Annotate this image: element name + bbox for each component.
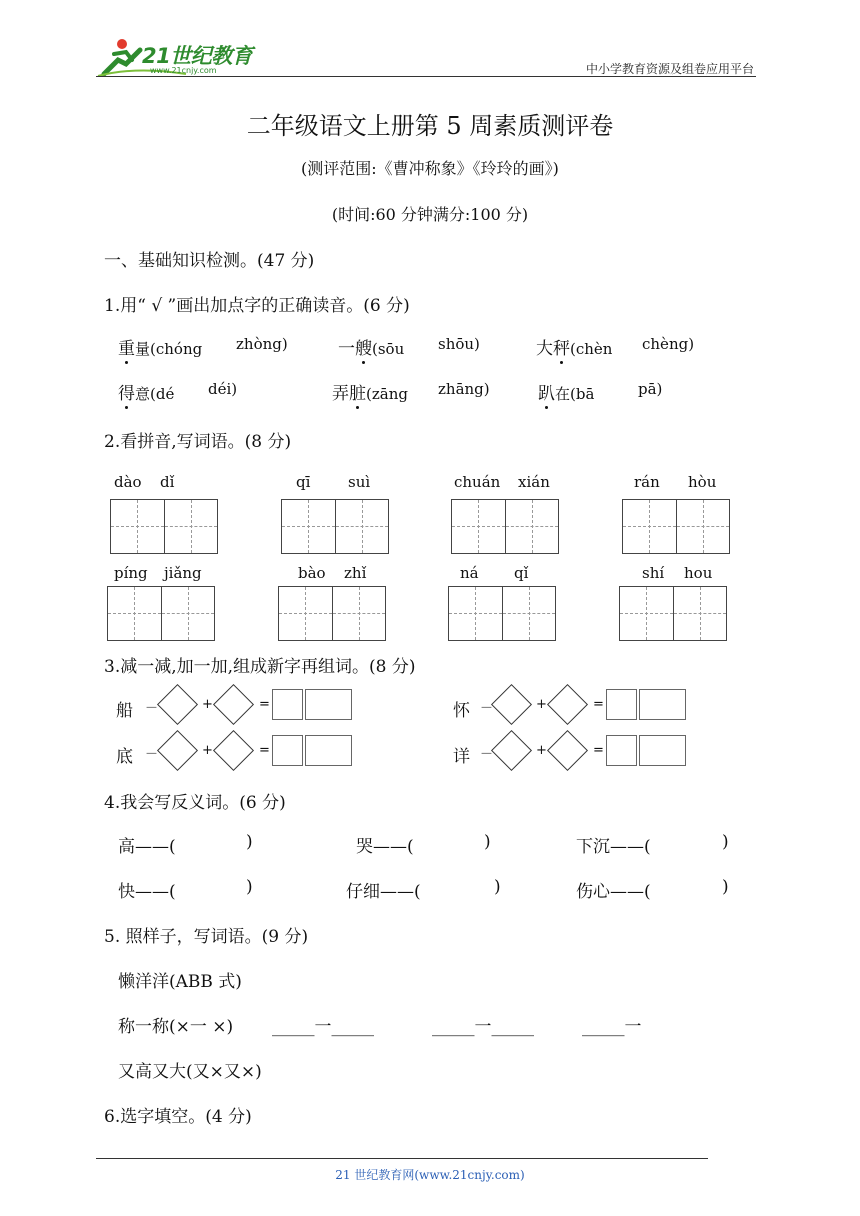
q5-title: 5. 照样子，写词语。(9 分) (104, 927, 309, 947)
pinyin: dào (114, 473, 142, 491)
answer-diamond[interactable] (491, 730, 532, 771)
answer-diamond[interactable] (491, 684, 532, 725)
plus-sign: + (202, 743, 213, 758)
answer-diamond[interactable] (213, 684, 254, 725)
minus-sign: － (145, 747, 159, 762)
plus-sign: + (536, 743, 547, 758)
q5-blank[interactable]: _____一_____ (272, 1017, 374, 1037)
answer-box[interactable] (305, 735, 352, 766)
equals-sign: = (593, 697, 604, 712)
footer-divider (96, 1158, 708, 1159)
q1-item: 弄脏(zāng (332, 384, 408, 404)
plus-sign: + (202, 697, 213, 712)
answer-diamond[interactable] (547, 684, 588, 725)
antonym-item: 下沉——( (576, 837, 651, 857)
answer-box[interactable] (606, 735, 637, 766)
pinyin: bào (298, 564, 326, 582)
writing-grid[interactable] (281, 499, 389, 554)
antonym-close: ) (722, 877, 729, 897)
writing-grid[interactable] (278, 586, 386, 641)
answer-box[interactable] (606, 689, 637, 720)
writing-grid[interactable] (107, 586, 215, 641)
plus-sign: + (536, 697, 547, 712)
q1-item: 大秤(chèn (536, 339, 613, 359)
answer-diamond[interactable] (157, 730, 198, 771)
pinyin: qǐ (514, 564, 529, 582)
antonym-item: 快——( (118, 882, 176, 902)
minus-sign: － (480, 701, 494, 716)
pinyin: ná (460, 564, 479, 582)
test-scope: (测评范围:《曹冲称象》《玲玲的画》) (301, 159, 559, 178)
logo-url: www.21cnjy.com (150, 66, 217, 75)
pinyin: zhǐ (344, 564, 367, 582)
q1-item: 趴在(bā (538, 384, 595, 404)
pinyin: suì (348, 473, 371, 491)
q4-title: 4.我会写反义词。(6 分) (104, 793, 286, 813)
q1-option: zhòng) (236, 335, 288, 353)
pinyin: xián (518, 473, 550, 491)
antonym-close: ) (246, 877, 253, 897)
q1-item: 得意(dé (118, 384, 175, 404)
platform-name: 中小学教育资源及组卷应用平台 (585, 62, 754, 76)
equals-sign: = (593, 743, 604, 758)
q1-option: shōu) (438, 335, 480, 353)
pinyin: shí (642, 564, 665, 582)
writing-grid[interactable] (448, 586, 556, 641)
pinyin: hòu (688, 473, 717, 491)
antonym-close: ) (484, 832, 491, 852)
q5-blank[interactable]: _____一 (582, 1017, 642, 1037)
q1-option: déi) (208, 380, 238, 398)
antonym-item: 高——( (118, 837, 176, 857)
pinyin: jiǎng (164, 564, 202, 582)
writing-grid[interactable] (622, 499, 730, 554)
answer-box[interactable] (305, 689, 352, 720)
pinyin: píng (114, 564, 148, 582)
antonym-close: ) (494, 877, 501, 897)
q1-option: chèng) (642, 335, 695, 353)
minus-sign: － (145, 701, 159, 716)
q5-example-xyx: 称一称(×一 ×) (118, 1017, 234, 1037)
antonym-item: 仔细——( (346, 882, 421, 902)
section-1-heading: 一、基础知识检测。(47 分) (104, 251, 315, 271)
writing-grid[interactable] (619, 586, 727, 641)
q2-title: 2.看拼音,写词语。(8 分) (104, 432, 292, 452)
q3-char: 船 (116, 701, 133, 721)
antonym-item: 伤心——( (576, 882, 651, 902)
answer-diamond[interactable] (213, 730, 254, 771)
q3-char: 详 (453, 747, 470, 767)
writing-grid[interactable] (451, 499, 559, 554)
answer-box[interactable] (272, 689, 303, 720)
pinyin: dǐ (160, 473, 175, 491)
pinyin: qī (296, 473, 311, 491)
q5-example-abb: 懒洋洋(ABB 式) (118, 972, 242, 992)
answer-box[interactable] (639, 735, 686, 766)
antonym-item: 哭——( (356, 837, 414, 857)
answer-box[interactable] (272, 735, 303, 766)
header-divider (96, 76, 756, 77)
page-title: 二年级语文上册第 5 周素质测评卷 (246, 112, 614, 140)
answer-diamond[interactable] (157, 684, 198, 725)
equals-sign: = (259, 743, 270, 758)
antonym-close: ) (246, 832, 253, 852)
q1-item: 一艘(sōu (338, 339, 405, 359)
minus-sign: － (480, 747, 494, 762)
test-time: (时间:60 分钟满分:100 分) (331, 205, 529, 224)
q1-option: zhāng) (438, 380, 490, 398)
q5-example-aaa: 又高又大(又×又×) (118, 1062, 262, 1082)
q3-char: 底 (116, 747, 133, 767)
q6-title: 6.选字填空。(4 分) (104, 1107, 252, 1127)
footer-text: 21 世纪教育网(www.21cnjy.com) (335, 1168, 525, 1182)
writing-grid[interactable] (110, 499, 218, 554)
answer-diamond[interactable] (547, 730, 588, 771)
q3-title: 3.减一减,加一加,组成新字再组词。(8 分) (104, 657, 416, 677)
logo-text: 21世纪教育 (142, 44, 253, 68)
q1-item: 重量(chóng (118, 339, 203, 359)
q1-option: pā) (638, 380, 663, 398)
antonym-close: ) (722, 832, 729, 852)
q3-char: 怀 (453, 701, 470, 721)
equals-sign: = (259, 697, 270, 712)
pinyin: hou (684, 564, 713, 582)
q5-blank[interactable]: _____一_____ (432, 1017, 534, 1037)
q1-title: 1.用“ √ ”画出加点字的正确读音。(6 分) (104, 296, 410, 316)
answer-box[interactable] (639, 689, 686, 720)
pinyin: rán (634, 473, 660, 491)
pinyin: chuán (454, 473, 501, 491)
